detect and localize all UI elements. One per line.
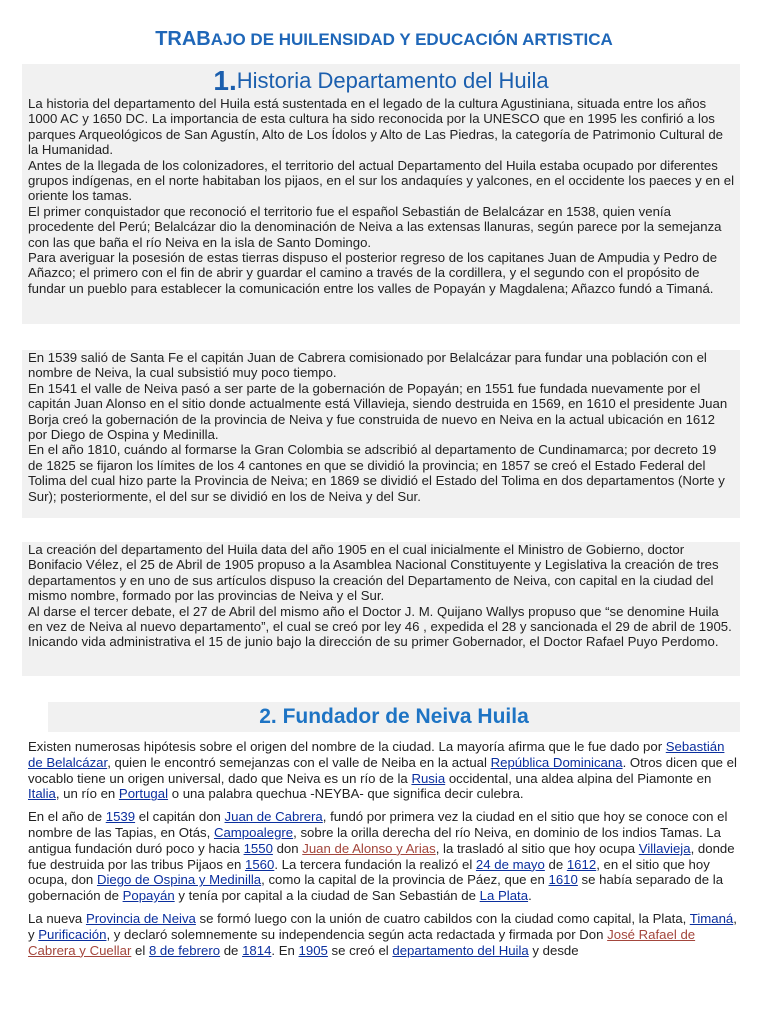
section1-heading-text: Historia Departamento del Huila	[236, 68, 549, 93]
paragraph: Para averiguar la posesión de estas tierras dispuso el posterior regreso de los capitanes Juan de Ampudia y Pedro de Añazco; el primero con el fin de abrir y guardar el camino a través de la cordillera, y el segundo con el propósito de fundar un pueblo para establecer la comunicación entre los valles de Popayán y Magdalena; Añazco fundó a Timaná.	[28, 250, 718, 296]
text: , sobre la orilla derecha del río Neiva, en dominio de los indios Tamas. La antigua fundación duró poco y hacia	[28, 824, 721, 856]
section1-heading	[22, 64, 740, 98]
text: don	[272, 840, 303, 856]
link-belalcazar[interactable]: Sebastián de Belalcázar	[28, 739, 725, 770]
link-campoalegre[interactable]: Campoalegre	[213, 824, 294, 840]
link-jose-rafael-de-cabrera[interactable]: José Rafael de Cabrera y Cuellar	[28, 926, 696, 958]
link-provincia-de-neiva[interactable]: Provincia de Neiva	[85, 910, 196, 926]
section1-block-c	[22, 542, 740, 676]
text: , en el sitio que hoy ocupa, don	[28, 856, 710, 888]
text: y desde	[528, 942, 579, 958]
link-purificacion[interactable]: Purificación	[38, 926, 107, 942]
link-departamento-del-huila[interactable]: departamento del Huila	[392, 942, 529, 958]
text: , quien le encontró semejanzas con el valle de Neiba en la actual	[107, 754, 491, 770]
paragraph-province	[28, 911, 740, 958]
section1-block-b	[22, 350, 740, 518]
text: En el año de	[28, 809, 106, 825]
text: el capitán don	[135, 809, 225, 825]
link-timana[interactable]: Timaná	[689, 910, 734, 926]
paragraph: Antes de la llegada de los colonizadores, el territorio del actual Departamento del Huila estaba ocupado por diferentes grupos indígenas, en el norte habitaban los pijaos, en el sur los andaquíes y yalcones, en el occidente los paeces y en el oriente los tamas.	[28, 157, 734, 204]
section2-number: 2.	[259, 705, 277, 728]
text: .	[528, 888, 532, 904]
text: se creó el	[327, 942, 393, 958]
text: de	[220, 942, 243, 958]
text: La nueva	[28, 910, 86, 926]
section2-heading-text: Fundador de Neiva Huila	[282, 705, 529, 728]
text: , como la capital de la provincia de Páez, que en	[261, 872, 549, 888]
text: de	[544, 856, 567, 872]
link-diego-de-ospina[interactable]: Diego de Ospina y Medinilla	[96, 872, 262, 888]
link-1612[interactable]: 1612	[566, 856, 597, 872]
link-juan-de-cabrera[interactable]: Juan de Cabrera	[224, 809, 323, 825]
section2-heading	[48, 702, 740, 732]
text: Existen numerosas hipótesis sobre el origen del nombre de la ciudad. La mayoría afirma que le fue dado por	[28, 739, 666, 754]
link-8-de-febrero[interactable]: 8 de febrero	[148, 942, 221, 958]
link-la-plata[interactable]: La Plata	[479, 888, 529, 904]
text: . En	[271, 942, 299, 958]
text: se había separado de la gobernación de	[28, 872, 724, 904]
text: , y declaró solemnemente su independencia según acta redactada y firmada por Don	[106, 926, 608, 942]
paragraph: En 1539 salió de Santa Fe el capitán Juan de Cabrera comisionado por Belalcázar para fundar una población con el nombre de Neiva, la cual subsistió muy poco tiempo.	[28, 350, 707, 381]
link-villavieja[interactable]: Villavieja	[638, 840, 691, 856]
link-1539[interactable]: 1539	[105, 809, 136, 825]
text: , un río en	[55, 786, 119, 802]
paragraph-foundation	[28, 809, 740, 904]
text: y tenía por capital a la ciudad de San Sebastián de	[174, 888, 480, 904]
link-1814[interactable]: 1814	[242, 942, 272, 958]
link-italia[interactable]: Italia	[28, 786, 56, 802]
text: el	[131, 942, 149, 958]
section1-block-a	[22, 96, 740, 324]
paragraph: En 1541 el valle de Neiva pasó a ser parte de la gobernación de Popayán; en 1551 fue fundada nuevamente por el capitán Juan Alonso en el sitio donde actualmente está Villavieja, siendo destruida en 1569, en 1610 el presidente Juan Borja creó la gobernación de la provincia de Neiva y fue construida de nuevo en Neiva en la actual ubicación en 1612 por Diego de Ospina y Medinilla.	[28, 380, 728, 443]
paragraph: La historia del departamento del Huila está sustentada en el legado de la cultura Agustiniana, situada entre los años 1000 AC y 1650 DC. La importancia de esta cultura ha sido reconocida por la UNESCO que en 1995 les confirió a los parques Arqueológicos de San Agustín, Alto de Los Ídolos y Alto de Las Piedras, la categoría de Patrimonio Cultural de la Humanidad.	[28, 96, 723, 158]
paragraph: La creación del departamento del Huila data del año 1905 en el cual inicialmente el Ministro de Gobierno, doctor Bonifacio Vélez, el 25 de Abril de 1905 propuso a la Asamblea Nacional Constituyente y Legislativa la creación de tres departamentos y en uno de sus artículos dispuso la creación del Departamento de Neiva, con capital en la ciudad del mismo nombre, formado por las provincias de Neiva y el Sur.	[28, 542, 719, 604]
text: , fundó por primera vez la ciudad en el sitio que hoy se conoce con el nombre de las Tapias, en Otás,	[28, 809, 728, 840]
section1-number: 1.	[213, 65, 237, 96]
text: , donde fue destruida por las tribus Pijaos en	[28, 840, 735, 872]
paragraph: El primer conquistador que reconoció el territorio fue el español Sebastián de Belalcázar en 1538, quien venía procedente del Perú; Belalcázar dio la denominación de Neiva a las extensas llanuras, según parece por la semejanza con las que baña el río Neiva en la isla de Santo Domingo.	[28, 203, 722, 250]
paragraph: Al darse el tercer debate, el 27 de Abril del mismo año el Doctor J. M. Quijano Wallys propuso que “se denomine Huila en vez de Neiva al nuevo departamento”, el cual se creó por ley 46 , expedida el 28 y sancionada el 29 de abril de 1905. Inicando vida administrativa el 15 de junio bajo la dirección de su primer Gobernador, el Doctor Rafael Puyo Perdomo.	[28, 603, 732, 650]
text: se formó luego con la unión de cuatro cabildos con la ciudad como capital, la Plata,	[195, 910, 690, 926]
document-title	[0, 28, 768, 51]
link-juan-de-alonso[interactable]: Juan de Alonso y Arias	[302, 840, 436, 856]
paragraph: En el año 1810, cuándo al formarse la Gran Colombia se adscribió al departamento de Cundinamarca; por decreto 19 de 1825 se fijaron los límites de los 4 cantones en que se dividió la provincia; en 1857 se creó el Estado Federal del Tolima del cual hizo parte la Provincia de Neiva; en 1869 se dividió el Estado del Tolima en dos departamentos (Norte y Sur); posteriormente, el del sur se dividió en los de Neiva y del Sur.	[28, 442, 725, 504]
link-popayan[interactable]: Popayán	[122, 888, 175, 904]
text: o una palabra quechua -NEYBA- que significa decir culebra.	[168, 786, 524, 802]
link-portugal[interactable]: Portugal	[118, 786, 169, 802]
link-1905[interactable]: 1905	[298, 942, 328, 958]
title-rest: AJO DE HUILENSIDAD Y EDUCACIÓN ARTISTICA	[210, 30, 613, 49]
link-rusia[interactable]: Rusia	[411, 770, 446, 786]
title-big-part: TRAB	[155, 28, 211, 50]
text: . Otros dicen que el vocablo tiene un origen universal, dado que Neiva es un río de la	[28, 754, 737, 786]
text: occidental, una aldea alpina del Piamonte en	[445, 770, 712, 786]
paragraph-origin	[28, 739, 740, 802]
link-1560[interactable]: 1560	[244, 856, 275, 872]
link-1550[interactable]: 1550	[243, 840, 273, 856]
text: , la trasladó al sitio que hoy ocupa	[435, 840, 639, 856]
section2-body	[28, 739, 740, 965]
link-republica-dominicana[interactable]: República Dominicana	[490, 754, 623, 770]
link-1610[interactable]: 1610	[548, 872, 578, 888]
link-24-de-mayo[interactable]: 24 de mayo	[475, 856, 545, 872]
text: , y	[28, 910, 737, 942]
text: . La tercera fundación la realizó el	[274, 856, 476, 872]
